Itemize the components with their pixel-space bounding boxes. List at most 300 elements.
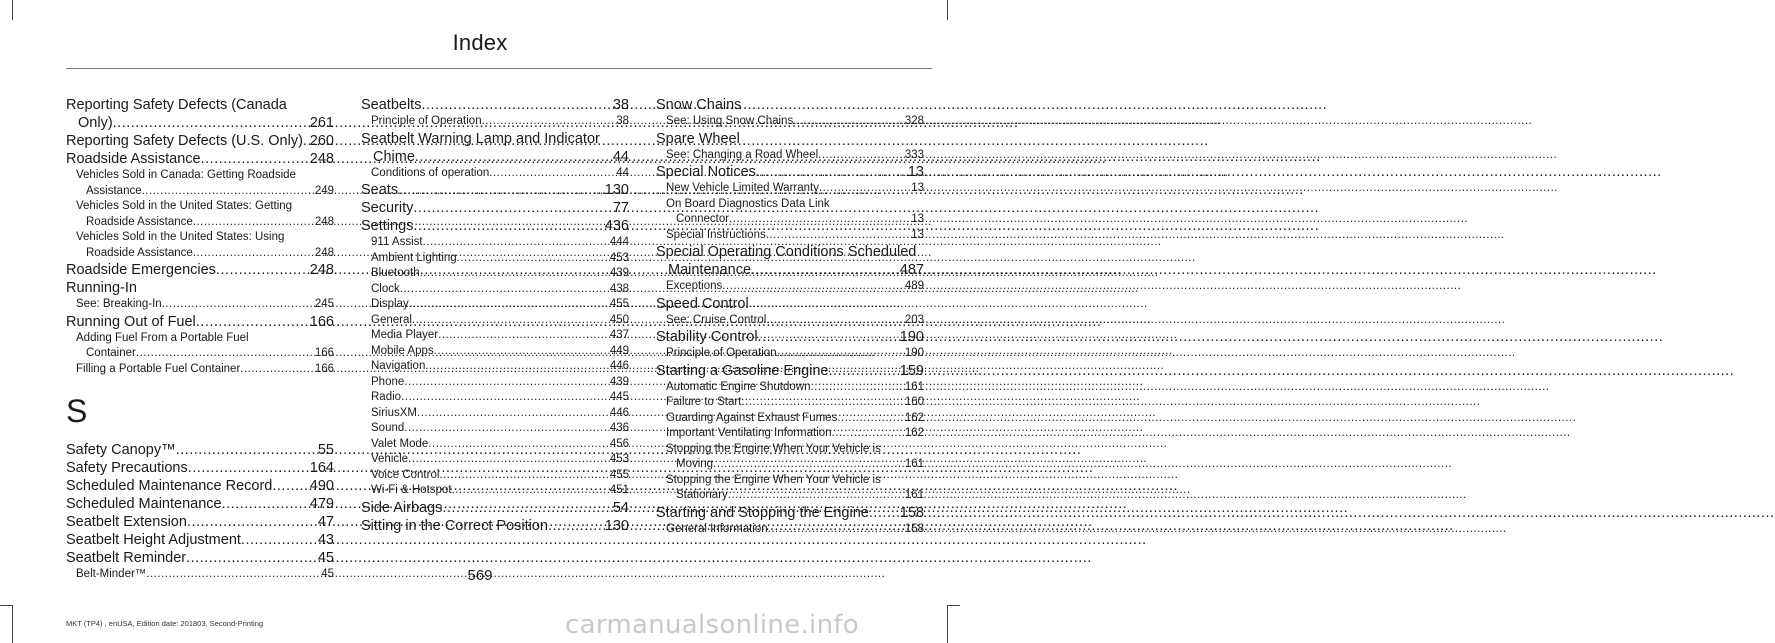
index-subentry (66, 331, 334, 362)
footer-edition-info: MKT (TP4) , enUSA, Edition date: 201803, Second-Printing (66, 619, 264, 628)
index-entry-line (371, 483, 629, 499)
index-entry-text: Display (371, 298, 409, 310)
index-page-ref: 158 (899, 504, 924, 521)
index-page-ref: 456 (609, 437, 629, 450)
index-page-ref: 249 (314, 184, 334, 197)
index-entry-text: Stability Control (656, 329, 758, 345)
page-number: 569 (467, 567, 493, 584)
leader-dots (303, 132, 310, 150)
index-page-ref: 77 (612, 200, 629, 216)
index-entry-text: Roadside Assistance (86, 246, 193, 259)
crop-mark-bottom-right-h (947, 605, 960, 606)
index-entry-line (656, 328, 924, 346)
index-entry-text: Navigation (371, 360, 426, 372)
index-entry (361, 96, 629, 114)
index-entry-text: Only) (78, 115, 113, 131)
index-subentry (66, 199, 334, 230)
index-entry-text: Stopping the Engine When Your Vehicle is (666, 473, 881, 486)
index-page-ref: 130 (604, 517, 629, 534)
index-subentry (656, 197, 924, 228)
index-entry-line (371, 328, 629, 344)
index-entry (66, 132, 334, 150)
index-page-ref: 248 (314, 246, 334, 259)
index-page-ref: 446 (609, 406, 629, 419)
index-page-ref: 451 (609, 484, 629, 496)
index-entry-text: Filling a Portable Fuel Container (76, 362, 241, 375)
index-entry-line (666, 395, 924, 411)
leader-dots (176, 441, 318, 459)
index-subentry (66, 230, 334, 261)
leader-dots (241, 531, 318, 549)
index-page-ref: 13 (911, 228, 924, 241)
index-entry-line (66, 549, 334, 567)
index-subentry (361, 437, 629, 453)
index-page-ref: 38 (612, 97, 629, 113)
index-entry (66, 513, 334, 531)
index-entry-line (76, 297, 334, 313)
index-entry-text: Seatbelt Reminder (66, 550, 187, 566)
index-page-ref: 13 (911, 213, 924, 225)
index-entry-text: Vehicle (371, 453, 409, 465)
index-subentry (361, 114, 629, 130)
index-entry-line (371, 297, 629, 313)
index-entry-text: Maintenance (668, 262, 752, 278)
index-entry-line (371, 437, 629, 453)
index-subentry (66, 168, 334, 199)
index-entry-line (76, 246, 334, 262)
leader-dots (818, 148, 905, 164)
index-page-ref: 159 (899, 362, 924, 379)
leader-dots (751, 261, 900, 279)
leader-dots (793, 114, 905, 130)
index-entry-text: Failure to Start (666, 396, 742, 408)
index-entry-line (66, 477, 334, 495)
index-column-3 (656, 96, 924, 537)
leader-dots (425, 359, 609, 375)
index-entry-text: Exceptions (666, 280, 723, 292)
index-subentry (361, 266, 629, 282)
index-entry-text: Roadside Assistance (86, 215, 193, 228)
index-entry (66, 441, 334, 459)
index-entry-text: Phone (371, 375, 405, 388)
index-entry-text: Safety Canopy™ (66, 442, 176, 458)
leader-dots (829, 362, 900, 380)
crop-mark-bottom-left-v (12, 605, 13, 643)
leader-dots (729, 212, 911, 228)
index-subentry (361, 452, 629, 468)
index-entry-text: Settings (361, 218, 414, 234)
leader-dots (434, 344, 610, 360)
index-entry-line (371, 359, 629, 375)
leader-dots (728, 488, 905, 504)
index-entry (361, 517, 629, 535)
leader-dots (415, 148, 613, 166)
index-entry-text: Seatbelt Height Adjustment (66, 532, 241, 548)
leader-dots (439, 468, 609, 484)
index-entry-line (666, 346, 924, 362)
leader-dots (413, 199, 612, 217)
index-page-ref: 487 (899, 262, 924, 278)
index-entry-text: Special Operating Conditions Scheduled (656, 244, 917, 260)
leader-dots (401, 390, 610, 406)
index-page-ref: 44 (612, 148, 629, 165)
watermark: carmanualsonline.info (565, 610, 860, 640)
index-entry-text: Radio (371, 391, 402, 403)
index-entry-line (666, 114, 924, 130)
index-column-1 (66, 96, 334, 583)
leader-dots (409, 297, 610, 313)
index-page-ref: 158 (904, 522, 924, 535)
index-entry-text: Assistance (86, 184, 142, 197)
index-entry-line (371, 406, 629, 422)
leader-dots (428, 437, 609, 453)
index-entry (656, 328, 924, 346)
index-entry-text: Valet Mode (371, 437, 429, 450)
index-page-ref: 444 (609, 236, 629, 248)
index-entry-line (371, 166, 629, 182)
index-subentry (656, 522, 924, 538)
index-entry-text: Seats (361, 182, 399, 198)
leader-dots (193, 246, 315, 262)
index-entry-text: Special Notices (656, 164, 756, 180)
index-subentry (656, 313, 924, 329)
index-page-ref: 490 (309, 478, 334, 494)
index-page-ref: 47 (317, 514, 334, 530)
index-entry-line (371, 266, 629, 282)
leader-dots (766, 228, 911, 244)
index-entry-line (76, 346, 334, 362)
index-entry-text: Security (361, 200, 414, 216)
index-subentry (361, 235, 629, 251)
index-entry-line (66, 261, 334, 279)
index-entry-text: Scheduled Maintenance Record (66, 478, 273, 494)
index-entry-line (656, 362, 924, 380)
leader-dots (186, 549, 318, 567)
index-entry (66, 150, 334, 168)
index-page-ref: 248 (309, 151, 334, 167)
index-page-ref: 13 (911, 182, 924, 194)
index-entry-line (66, 313, 334, 331)
index-entry (656, 504, 924, 522)
index-entry (361, 499, 629, 517)
leader-dots (421, 96, 612, 114)
index-entry (66, 261, 334, 279)
index-page-ref: 261 (309, 115, 334, 131)
index-page-ref: 45 (317, 550, 334, 566)
index-subentry (66, 362, 334, 378)
index-subentry (656, 380, 924, 396)
index-entry-line (656, 261, 924, 279)
index-subentry (361, 421, 629, 437)
index-entry-line (361, 148, 629, 166)
leader-dots (196, 313, 310, 331)
index-entry-text: SiriusXM (371, 406, 418, 419)
leader-dots (193, 215, 315, 231)
index-entry-line (66, 459, 334, 477)
leader-dots (216, 261, 310, 279)
index-entry-line (371, 235, 629, 251)
index-entry-text: Scheduled Maintenance (66, 496, 222, 512)
index-entry-line (361, 217, 629, 235)
index-entry-line (371, 390, 629, 406)
index-entry-line (371, 114, 629, 130)
index-page-ref: 160 (904, 396, 924, 408)
index-entry-text: Media Player (371, 329, 439, 341)
index-entry-text: Voice Control (371, 468, 440, 481)
index-entry-text: Adding Fuel From a Portable Fuel (76, 331, 249, 344)
index-entry-line (371, 251, 629, 267)
index-page-ref: 436 (604, 218, 629, 234)
leader-dots (162, 297, 315, 313)
index-entry-line (371, 452, 629, 468)
index-entry-text: Moving (676, 458, 714, 470)
index-page-ref: 245 (314, 298, 334, 310)
index-entry-text: See: Using Snow Chains (666, 115, 794, 127)
index-entry-line (66, 150, 334, 168)
leader-dots (222, 495, 310, 513)
index-entry-line (361, 499, 629, 517)
index-entry (361, 217, 629, 235)
index-entry-line (666, 411, 924, 427)
index-entry-text: Starting a Gasoline Engine (656, 362, 829, 379)
index-entry (66, 459, 334, 477)
index-entry-line (666, 426, 924, 442)
index-entry-text: Reporting Safety Defects (U.S. Only) (66, 133, 303, 149)
index-entry (66, 279, 334, 297)
index-page-ref: 161 (904, 380, 924, 393)
index-entry-line (371, 468, 629, 484)
leader-dots (400, 282, 610, 298)
leader-dots (412, 313, 610, 329)
leader-dots (188, 459, 310, 477)
leader-dots (768, 522, 905, 538)
index-entry-text: Principle of Operation (371, 115, 482, 127)
leader-dots (548, 517, 605, 535)
index-page-ref: 439 (609, 267, 629, 279)
index-page-ref: 328 (904, 115, 924, 127)
leader-dots (142, 184, 315, 200)
index-page-ref: 203 (904, 313, 924, 326)
leader-dots (457, 251, 610, 267)
index-subentry (361, 166, 629, 182)
index-entry-line (66, 495, 334, 513)
index-entry-text: Sitting in the Correct Position (361, 517, 548, 534)
index-page-ref: 479 (309, 496, 334, 512)
crop-mark-top-left (12, 0, 13, 20)
index-entry-text: Safety Precautions (66, 460, 188, 476)
index-page-ref: 248 (314, 215, 334, 228)
index-subentry (361, 406, 629, 422)
index-heading-text: Running-In (66, 280, 137, 296)
index-entry-text: Principle of Operation (666, 347, 777, 359)
index-entry-line (666, 228, 924, 244)
index-page-ref: 38 (616, 115, 629, 127)
leader-dots (810, 380, 904, 396)
index-page-ref: 453 (609, 251, 629, 264)
index-entry-line (76, 362, 334, 378)
leader-dots (420, 266, 610, 282)
index-page-ref: 450 (609, 313, 629, 326)
index-page-ref: 190 (899, 329, 924, 345)
leader-dots (777, 346, 905, 362)
index-entry-text: Important Ventilating Information (666, 427, 832, 439)
index-entry (361, 181, 629, 199)
index-entry-line (371, 375, 629, 391)
index-entry-text: Running Out of Fuel (66, 313, 196, 330)
index-page-ref: 55 (317, 442, 334, 458)
index-subentry (656, 346, 924, 362)
leader-dots (713, 457, 905, 473)
index-entry-text: Reporting Safety Defects (Canada (66, 97, 287, 113)
index-subentry (656, 114, 924, 130)
index-entry-text: Chime (373, 148, 415, 165)
index-entry-line (666, 212, 924, 228)
index-entry-text: Ambient Lighting (371, 251, 457, 264)
crop-mark-bottom-left-h (0, 605, 12, 606)
index-entry (656, 163, 924, 181)
leader-dots (417, 406, 610, 422)
index-page-ref: 44 (616, 166, 629, 179)
index-page-ref: 446 (609, 360, 629, 372)
index-entry-line (656, 163, 924, 181)
leader-dots (832, 426, 905, 442)
index-entry-line (656, 504, 924, 522)
index-page-ref: 162 (904, 427, 924, 439)
index-entry-line (361, 96, 629, 114)
index-entry-line (66, 441, 334, 459)
index-entry-line (666, 522, 924, 538)
index-entry (66, 495, 334, 513)
index-entry-text: Vehicles Sold in Canada: Getting Roadside (76, 169, 296, 181)
index-entry-text: Bluetooth (371, 267, 420, 279)
index-page-ref: 449 (609, 344, 629, 357)
index-entry-text: Connector (676, 213, 730, 225)
index-page-ref: 45 (321, 568, 334, 580)
index-entry-line (371, 282, 629, 298)
index-entry-line (666, 279, 924, 295)
leader-dots (187, 513, 318, 531)
leader-dots (413, 217, 604, 235)
index-entry-text: New Vehicle Limited Warranty (666, 182, 819, 194)
index-entry-line (666, 488, 924, 504)
index-subentry (361, 313, 629, 329)
index-page-ref: 445 (609, 391, 629, 403)
index-subentry (361, 251, 629, 267)
index-page-ref: 166 (314, 347, 334, 359)
index-page-ref: 190 (904, 347, 924, 359)
index-entry-line (666, 313, 924, 329)
index-heading-text: Snow Chains (656, 97, 742, 113)
index-subentry (656, 426, 924, 442)
index-entry-line (66, 114, 334, 132)
leader-dots (722, 279, 905, 295)
index-entry-text: Special Instructions (666, 228, 766, 241)
index-entry-line (66, 132, 334, 150)
index-page-ref: 164 (309, 460, 334, 476)
index-page-ref: 162 (904, 411, 924, 424)
index-entry (66, 477, 334, 495)
index-entry-line (666, 181, 924, 197)
index-entry (656, 295, 924, 313)
index-page-ref: 489 (904, 280, 924, 292)
index-entry-line (76, 215, 334, 231)
index-entry-text: See: Cruise Control (666, 313, 767, 326)
index-subentry (361, 282, 629, 298)
index-page-ref: 260 (309, 133, 334, 149)
index-entry-line (371, 344, 629, 360)
index-subentry (361, 297, 629, 313)
index-entry-text: Container (86, 347, 136, 359)
index-entry-text: Mobile Apps (371, 344, 434, 357)
index-heading-text: Speed Control (656, 295, 749, 312)
leader-dots (423, 235, 610, 251)
index-entry (66, 313, 334, 331)
index-entry-text: Seatbelt Extension (66, 514, 187, 530)
index-entry-text: Side Airbags (361, 499, 443, 516)
index-page-ref: 166 (309, 313, 334, 330)
index-entry-line (666, 457, 924, 473)
index-entry-line (361, 517, 629, 535)
index-entry-text: General Information (666, 522, 768, 535)
index-page-ref: 437 (609, 329, 629, 341)
index-entry-line (666, 148, 924, 164)
leader-dots (756, 163, 908, 181)
leader-dots (869, 504, 900, 522)
index-entry (361, 199, 629, 217)
leader-dots (398, 181, 605, 199)
index-entry-text: Vehicles Sold in the United States: Getting (76, 200, 293, 212)
index-subentry (361, 390, 629, 406)
index-entry-text: On Board Diagnostics Data Link (666, 197, 830, 210)
leader-dots (482, 114, 617, 130)
index-heading-text: Spare Wheel (656, 130, 740, 147)
leader-dots (819, 181, 911, 197)
index-entry-text: Clock (371, 282, 400, 295)
index-entry-text: Conditions of operation (371, 166, 490, 179)
index-entry-text: Roadside Assistance (66, 151, 201, 167)
index-page-ref: 161 (904, 458, 924, 470)
index-subentry (361, 468, 629, 484)
index-entry-text: Wi-Fi & Hotspot (371, 484, 452, 496)
index-page-ref: 13 (907, 164, 924, 180)
index-entry (66, 96, 334, 132)
index-subentry (361, 328, 629, 344)
index-column-2 (361, 96, 629, 535)
index-entry-text: Seatbelt Warning Lamp and Indicator (361, 130, 600, 147)
index-page-ref: 453 (609, 453, 629, 465)
leader-dots (489, 166, 616, 182)
index-page-ref: 43 (317, 532, 334, 548)
leader-dots (272, 477, 309, 495)
index-entry (66, 549, 334, 567)
index-entry-text: Roadside Emergencies (66, 262, 216, 278)
index-entry-text: Sound (371, 422, 405, 434)
index-entry-text: See: Changing a Road Wheel (666, 148, 819, 161)
index-subentry (361, 344, 629, 360)
leader-dots (404, 421, 610, 437)
index-entry-text: See: Breaking-In (76, 298, 162, 310)
index-subentry (66, 297, 334, 313)
index-entry (656, 243, 924, 279)
index-entry-line (371, 313, 629, 329)
index-entry (656, 96, 924, 114)
index-page-ref: 161 (904, 489, 924, 501)
index-entry-line (666, 380, 924, 396)
leader-dots (741, 395, 904, 411)
crop-mark-bottom-right-v (947, 605, 948, 643)
index-entry-line (361, 199, 629, 217)
index-entry-line (371, 421, 629, 437)
